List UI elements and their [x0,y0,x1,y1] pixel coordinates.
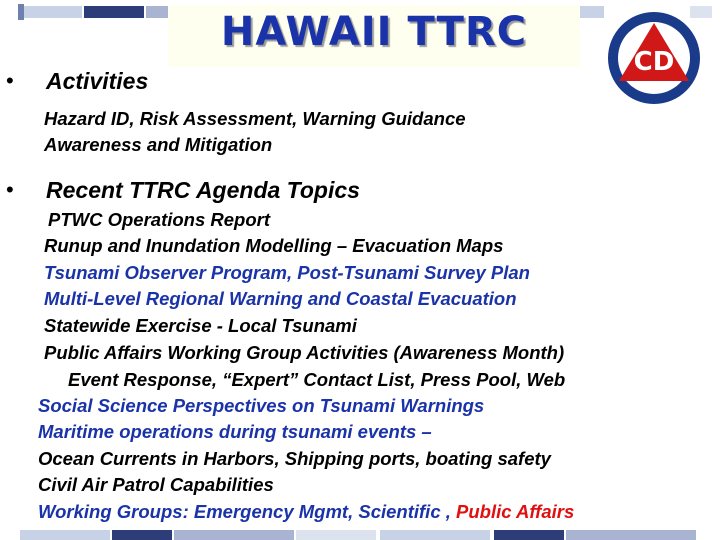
list-item: Awareness and Mitigation [44,134,273,155]
list-item: Multi-Level Regional Warning and Coastal Evacuation [44,288,517,309]
list-item: Statewide Exercise - Local Tsunami [44,315,357,336]
working-groups-highlight: Public Affairs [456,501,575,522]
bullet-dot: • [6,68,14,93]
working-groups-prefix: Working Groups: Emergency Mgmt, Scientific , [38,501,457,522]
title-box [168,5,580,67]
list-item: Hazard ID, Risk Assessment, Warning Guidance [44,108,466,129]
list-item: Event Response, “Expert” Contact List, Press Pool, Web [68,369,566,390]
slide-title: HAWAII TTRC [220,9,528,55]
civil-defense-cd-logo-icon [606,10,702,106]
working-groups-line [38,501,574,523]
agenda-heading-text: Recent TTRC Agenda Topics [46,177,360,203]
list-item: Social Science Perspectives on Tsunami Warnings [38,395,485,416]
list-item: Civil Air Patrol Capabilities [38,474,274,495]
list-item: Runup and Inundation Modelling – Evacuation Maps [44,235,504,256]
agenda-heading [6,177,360,204]
logo-text: CD [633,47,675,77]
list-item: PTWC Operations Report [48,209,271,230]
list-item: Maritime operations during tsunami events – [38,421,432,442]
activities-heading [6,68,149,95]
list-item: Ocean Currents in Harbors, Shipping ports, boating safety [38,448,551,469]
bottom-decor-stripes [0,528,720,540]
activities-heading-text: Activities [46,68,149,94]
bullet-dot: • [6,177,14,202]
list-item: Tsunami Observer Program, Post-Tsunami Survey Plan [44,262,530,283]
list-item: Public Affairs Working Group Activities (Awareness Month) [44,342,565,363]
